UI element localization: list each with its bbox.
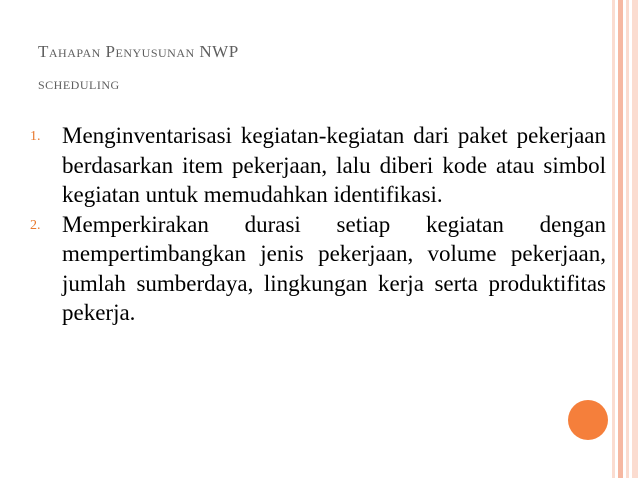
- list-item-text: Menginventarisasi kegiatan-kegiatan dari paket pekerjaan berdasarkan item pekerjaan, lalu diberi kode atau simbol kegiatan untuk memudahkan identifikasi.: [62, 123, 606, 207]
- accent-circle: [568, 400, 608, 440]
- title-line-1: Tahapan Penyusunan NWP: [38, 42, 239, 61]
- stripe: [618, 0, 623, 478]
- list-number: 2.: [30, 217, 41, 233]
- stripe: [626, 0, 629, 478]
- slide-title: [38, 36, 578, 100]
- stripe: [612, 0, 615, 478]
- list-item-text: Memperkirakan durasi setiap kegiatan dengan mempertimbangkan jenis pekerjaan, volume pekerjaan, jumlah sumberdaya, lingkungan kerja serta produktifitas pekerja.: [62, 211, 606, 325]
- list-item: [30, 210, 606, 328]
- list-number: 1.: [30, 129, 41, 144]
- numbered-list: [30, 121, 606, 328]
- list-item: [30, 121, 606, 210]
- title-line-2: scheduling: [38, 74, 120, 93]
- decorative-stripes: [608, 0, 638, 478]
- stripe: [632, 0, 638, 478]
